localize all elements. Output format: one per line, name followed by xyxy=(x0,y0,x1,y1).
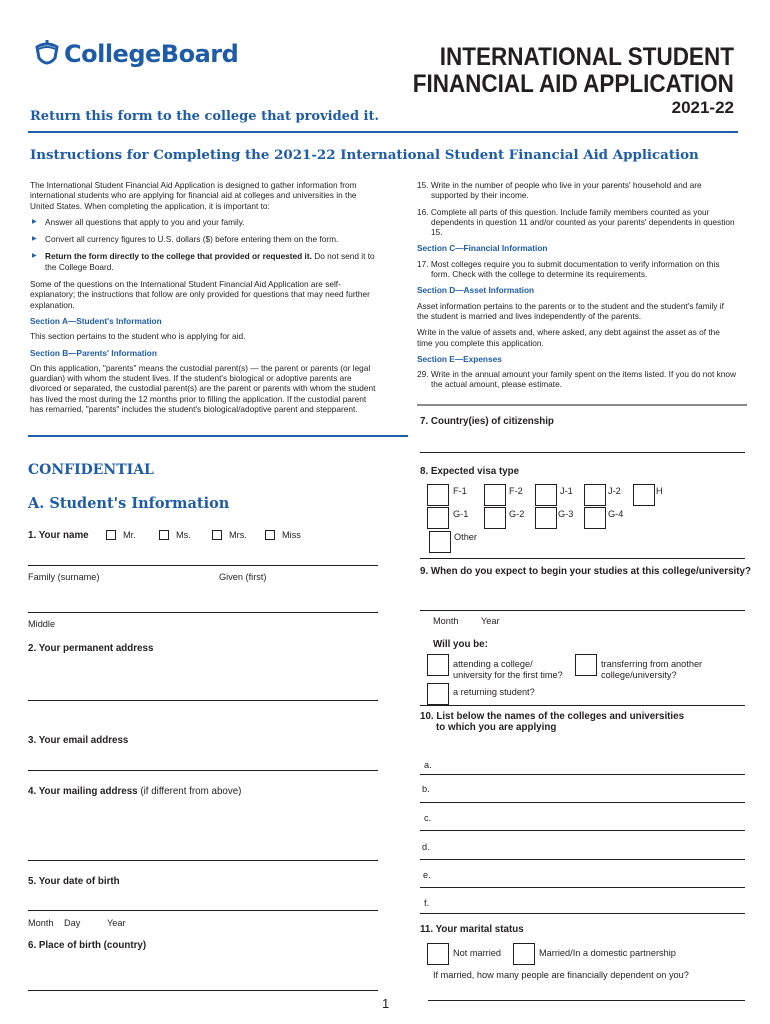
first-time-label: attending a college/ university for the first time? xyxy=(453,659,563,680)
self-explanatory-text: Some of the questions on the International Student Financial Aid Application are self-explanatory; the instructions that follow are only provided for questions that may need further explanation. xyxy=(30,279,370,310)
bullet-return: ▶ Return the form directly to the college that provided or requested it. Do not send it to the College Board. xyxy=(30,251,378,272)
section-e-heading: Section E—Expenses xyxy=(417,353,502,364)
section-a-text: This section pertains to the student who is applying for aid. xyxy=(30,331,246,342)
section-b-text: On this application, "parents" means the custodial parent(s) — the parent or parents (or legal guardian) with whom the student lives. If the student's biological or adoptive parents are divorced or separated, the custodial parent(s) are the parent or parents with whom the student has lived the most during the 12 months prior to filling the application. If the custodial parent has remarried, "parents" includes the student's biological/adoptive parent and stepparent. xyxy=(30,362,376,415)
mailing-address-line[interactable] xyxy=(28,860,378,861)
returning-label: a returning student? xyxy=(453,687,535,697)
q7-label: 7. Country(ies) of citizenship xyxy=(420,416,554,427)
visa-g4-label: G-4 xyxy=(608,509,624,519)
visa-j2-label: J-2 xyxy=(608,486,621,496)
dob-year-label: Year xyxy=(107,918,126,928)
visa-j1-label: J-1 xyxy=(560,486,573,496)
ms-checkbox[interactable] xyxy=(159,530,169,540)
married-label: Married/In a domestic partnership xyxy=(539,948,676,958)
item-16: 16. Complete all parts of this question. Include family members counted as your dependents in question 11 and/or counted as your parents' dependents in question 15. xyxy=(417,206,735,238)
will-you-be-label: Will you be: xyxy=(433,639,488,650)
visa-g2-checkbox[interactable] xyxy=(484,507,506,529)
dependents-question: If married, how many people are financially dependent on you? xyxy=(433,970,689,980)
item-17: 17. Most colleges require you to submit documentation to verify information on this form. Check with the college to determine its requirements. xyxy=(417,258,720,280)
start-month-label: Month xyxy=(433,616,459,626)
return-note: Return this form to the college that provided it. xyxy=(30,109,380,124)
college-f-line[interactable] xyxy=(420,913,745,914)
permanent-address-line[interactable] xyxy=(28,700,378,701)
college-f-label: f. xyxy=(424,898,430,908)
start-year-label: Year xyxy=(481,616,500,626)
middle-name-line[interactable] xyxy=(28,612,378,613)
college-d-label: d. xyxy=(422,842,430,852)
first-time-checkbox[interactable] xyxy=(427,654,449,676)
college-b-label: b. xyxy=(422,784,430,794)
college-e-line[interactable] xyxy=(420,887,745,888)
visa-g1-label: G-1 xyxy=(453,509,469,519)
brand-name: CollegeBoard xyxy=(64,40,239,68)
instructions-left-column xyxy=(30,180,378,420)
visa-f2-checkbox[interactable] xyxy=(484,484,506,506)
not-married-label: Not married xyxy=(453,948,501,958)
college-a-label: a. xyxy=(424,760,432,770)
bullet-answer: ▶ Answer all questions that apply to you and your family. xyxy=(30,217,378,227)
visa-h-label: H xyxy=(656,486,663,496)
q11-label: 11. Your marital status xyxy=(420,924,524,935)
college-e-label: e. xyxy=(423,870,431,880)
section-a-title: A. Student's Information xyxy=(28,495,230,512)
email-line[interactable] xyxy=(28,770,378,771)
q1-label: 1. Your name xyxy=(28,530,89,541)
q6-label: 6. Place of birth (country) xyxy=(28,940,147,951)
family-name-label: Family (surname) xyxy=(28,572,100,582)
item-15: 15. Write in the number of people who live in your parents' household and are supported by their income. xyxy=(417,180,702,201)
form-title: INTERNATIONAL STUDENT FINANCIAL AID APPLICATION xyxy=(412,43,734,98)
right-divider xyxy=(417,404,747,406)
citizenship-line[interactable] xyxy=(420,452,745,453)
visa-g3-checkbox[interactable] xyxy=(535,507,557,529)
mrs-label: Mrs. xyxy=(229,530,247,540)
title-options xyxy=(106,530,301,540)
college-c-label: c. xyxy=(424,813,432,823)
q8-label: 8. Expected visa type xyxy=(420,466,520,477)
mr-checkbox[interactable] xyxy=(106,530,116,540)
instructions-title: Instructions for Completing the 2021-22 International Student Financial Aid Application xyxy=(30,147,699,163)
college-a-line[interactable] xyxy=(420,774,745,775)
dob-day-label: Day xyxy=(64,918,81,928)
dob-line[interactable] xyxy=(28,910,378,911)
visa-f1-checkbox[interactable] xyxy=(427,484,449,506)
miss-label: Miss xyxy=(282,530,301,540)
returning-checkbox[interactable] xyxy=(427,683,449,705)
visa-h-checkbox[interactable] xyxy=(633,484,655,506)
visa-g4-checkbox[interactable] xyxy=(584,507,606,529)
college-b-line[interactable] xyxy=(420,802,745,803)
q5-label: 5. Your date of birth xyxy=(28,876,120,887)
mr-label: Mr. xyxy=(123,530,136,540)
section-d-heading: Section D—Asset Information xyxy=(417,285,535,296)
intro-text: The International Student Financial Aid Application is designed to gather information from international students who are applying for financial aid at colleges and universities in the United States. When completing the application, it is important to: xyxy=(30,180,357,211)
section-c-heading: Section C—Financial Information xyxy=(417,243,548,254)
q9-label: 9. When do you expect to begin your studies at this college/university? xyxy=(420,566,751,577)
visa-other-label: Other xyxy=(454,532,477,542)
q4-label: 4. Your mailing address (if different from above) xyxy=(28,786,242,797)
visa-f2-label: F-2 xyxy=(509,486,523,496)
visa-g1-checkbox[interactable] xyxy=(427,507,449,529)
college-c-line[interactable] xyxy=(420,830,745,831)
not-married-checkbox[interactable] xyxy=(427,943,449,965)
transfer-label: transferring from another college/university? xyxy=(601,659,703,680)
item-29: 29. Write in the annual amount your family spent on the items listed. If you do not know the actual amount, please estimate. xyxy=(417,369,736,390)
section-d-text-2: Write in the value of assets and, where asked, any debt against the asset as of the time you complete this application. xyxy=(417,327,720,348)
married-checkbox[interactable] xyxy=(513,943,535,965)
confidential-label: CONFIDENTIAL xyxy=(28,462,154,478)
transfer-checkbox[interactable] xyxy=(575,654,597,676)
birthplace-line[interactable] xyxy=(28,990,378,991)
visa-other-line[interactable] xyxy=(420,558,745,559)
visa-f1-label: F-1 xyxy=(453,486,467,496)
left-divider xyxy=(28,435,408,437)
form-year: 2021-22 xyxy=(671,98,734,117)
middle-name-label: Middle xyxy=(28,619,56,629)
given-name-label: Given (first) xyxy=(219,572,267,582)
visa-j2-checkbox[interactable] xyxy=(584,484,606,506)
name-line[interactable] xyxy=(28,565,378,566)
bullet-convert: ▶ Convert all currency figures to U.S. dollars ($) before entering them on the form. xyxy=(30,234,378,244)
status-divider xyxy=(420,705,745,706)
visa-g2-label: G-2 xyxy=(509,509,525,519)
collegeboard-logo xyxy=(34,38,238,70)
dob-month-label: Month xyxy=(28,918,54,928)
visa-g3-label: G-3 xyxy=(558,509,574,519)
instructions-right-column xyxy=(417,180,737,396)
visa-other-checkbox[interactable] xyxy=(429,531,451,553)
section-b-heading: Section B—Parents' Information xyxy=(30,347,157,358)
section-a-heading: Section A—Student's Information xyxy=(30,315,162,326)
ms-label: Ms. xyxy=(176,530,191,540)
visa-j1-checkbox[interactable] xyxy=(535,484,557,506)
mrs-checkbox[interactable] xyxy=(212,530,222,540)
college-d-line[interactable] xyxy=(420,859,745,860)
dependents-line[interactable] xyxy=(428,1000,745,1001)
page-number: 1 xyxy=(382,996,390,1011)
header-divider xyxy=(28,131,738,133)
start-date-line[interactable] xyxy=(420,610,745,611)
section-d-text-1: Asset information pertains to the parents or to the student and the student's family if the student is married and lives independently of the parents. xyxy=(417,300,724,321)
acorn-icon xyxy=(34,38,60,70)
q10-label: 10. List below the names of the colleges and universities to which you are applying xyxy=(420,711,685,733)
miss-checkbox[interactable] xyxy=(265,530,275,540)
q3-label: 3. Your email address xyxy=(28,735,129,746)
q2-label: 2. Your permanent address xyxy=(28,643,154,654)
